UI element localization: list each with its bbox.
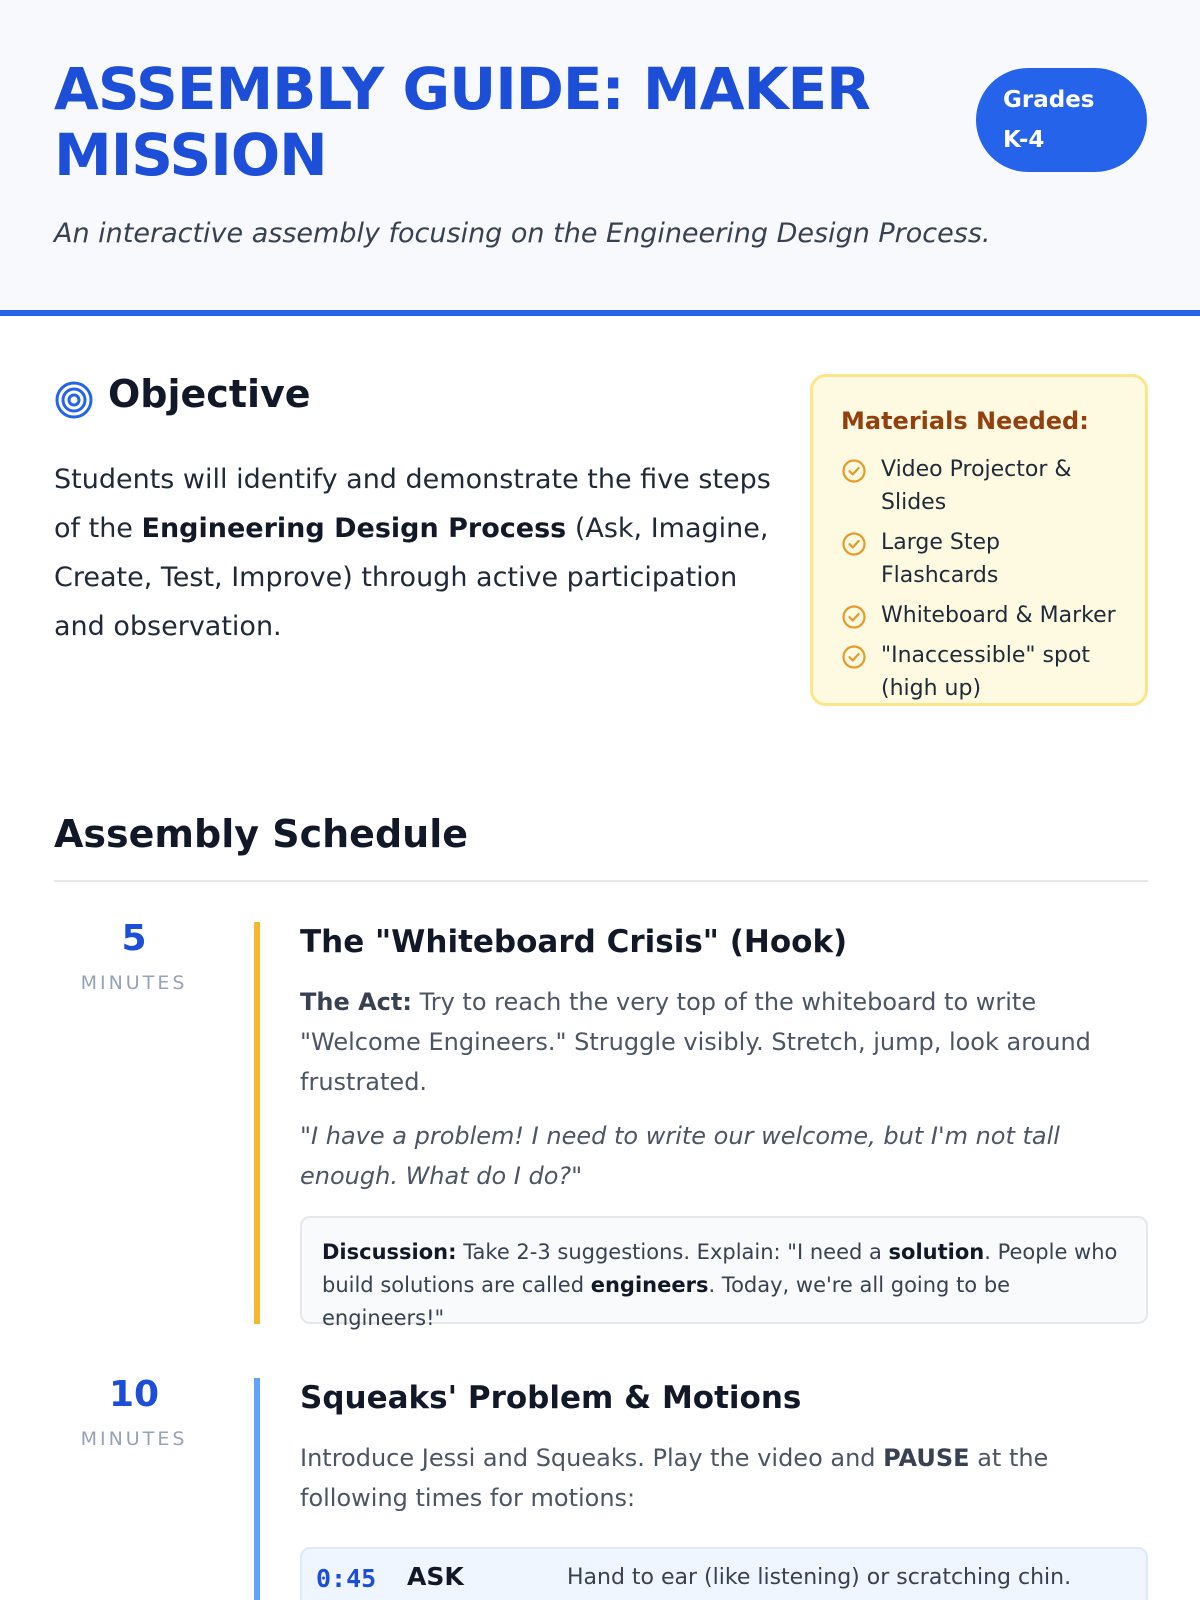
- intro-text: at the following times for motions:: [300, 1444, 1049, 1512]
- intro-text: Introduce Jessi and Squeaks. Play the video and: [300, 1444, 884, 1472]
- target-icon: [54, 380, 94, 420]
- list-item: [841, 526, 1117, 592]
- motion-description: Hand to ear (like listening) or scratching chin.: [567, 1565, 1072, 1590]
- schedule-item-title: Squeaks' Problem & Motions: [300, 1380, 802, 1416]
- schedule-accent-bar: [254, 1378, 260, 1600]
- objective-heading: Objective: [108, 372, 311, 416]
- motion-timestamp: 0:45: [316, 1564, 377, 1593]
- duration-unit: MINUTES: [80, 972, 188, 994]
- material-label: Large Step Flashcards: [881, 530, 1000, 588]
- check-circle-icon: [841, 531, 867, 557]
- material-label: Whiteboard & Marker: [881, 603, 1116, 628]
- schedule-item-intro: [300, 1438, 1148, 1518]
- page-subtitle: An interactive assembly focusing on the Engineering Design Process.: [54, 218, 991, 249]
- schedule-accent-bar: [254, 922, 260, 1324]
- schedule-divider: [54, 880, 1148, 882]
- list-item: [841, 639, 1117, 705]
- grade-badge: [976, 68, 1147, 172]
- schedule-item-title: The "Whiteboard Crisis" (Hook): [300, 924, 848, 960]
- schedule-item-quote: "I have a problem! I need to write our welcome, but I'm not tall enough. What do I do?": [300, 1122, 1060, 1190]
- grade-badge-label: Grades: [1003, 87, 1095, 113]
- duration-value: 5: [121, 918, 147, 959]
- duration-unit: MINUTES: [80, 1428, 188, 1450]
- list-item: [841, 599, 1117, 632]
- objective-text-start: Students will identify and demonstrate the five steps of the: [54, 464, 771, 544]
- materials-card: [810, 374, 1148, 706]
- materials-list: [841, 453, 1117, 705]
- objective-text: [54, 455, 784, 651]
- act-label: The Act:: [300, 988, 412, 1016]
- material-label: Video Projector & Slides: [881, 457, 1072, 515]
- act-text: Try to reach the very top of the whiteboard to write "Welcome Engineers." Struggle visibly. Stretch, jump, look around frustrated.: [300, 988, 1091, 1096]
- schedule-item-act: [300, 982, 1148, 1102]
- discussion-box: [300, 1216, 1148, 1330]
- list-item: [841, 453, 1117, 519]
- discussion-emphasis: engineers: [590, 1273, 709, 1297]
- schedule-heading: Assembly Schedule: [54, 812, 469, 856]
- check-circle-icon: [841, 604, 867, 630]
- motion-step: ASK: [407, 1562, 464, 1591]
- check-circle-icon: [841, 644, 867, 670]
- check-circle-icon: [841, 458, 867, 484]
- discussion-text: . People who build solutions are called: [322, 1240, 1118, 1297]
- materials-title: Materials Needed:: [841, 407, 1089, 435]
- intro-emphasis: PAUSE: [883, 1444, 970, 1472]
- discussion-label: Discussion:: [322, 1240, 457, 1264]
- objective-text-emphasis: Engineering Design Process: [141, 513, 567, 544]
- discussion-emphasis: solution: [888, 1240, 985, 1264]
- page-title: ASSEMBLY GUIDE: MAKER MISSION: [54, 55, 870, 189]
- page-header: [0, 0, 1200, 316]
- material-label: "Inaccessible" spot (high up): [881, 643, 1091, 701]
- duration-value: 10: [108, 1374, 160, 1415]
- discussion-text: Take 2-3 suggestions. Explain: "I need a: [456, 1240, 889, 1264]
- objective-text-end: (Ask, Imagine, Create, Test, Improve) through active participation and observation.: [54, 513, 769, 642]
- discussion-text: . Today, we're all going to be engineers!": [322, 1273, 1011, 1330]
- grade-badge-value: K-4: [1003, 127, 1045, 153]
